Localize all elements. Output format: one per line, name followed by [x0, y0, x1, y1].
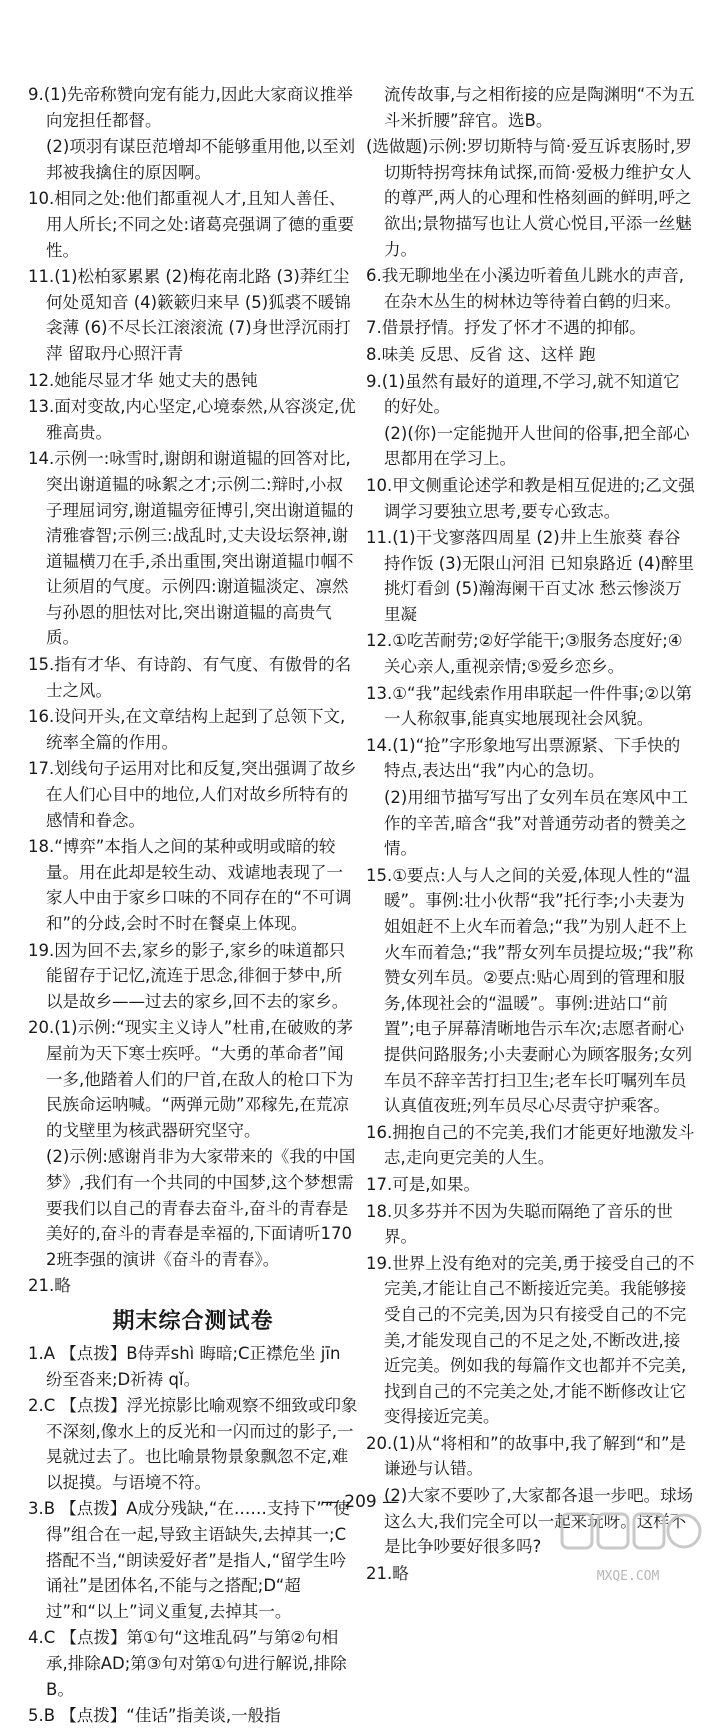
- answer-item: 11.(1)松柏冢累累 (2)梅花南北路 (3)莽红尘何处觅知音 (4)簌簌归来早 (5)狐裘不暖锦衾薄 (6)不尽长江滚滚流 (7)身世浮沉雨打萍 留取丹心照汗青: [28, 267, 351, 363]
- answer-item: 14.示例一:咏雪时,谢朗和谢道韫的回答对比,突出谢道韫的咏絮之才;示例二:辩时,小叔子理屈词穷,谢道韫旁征博引,突出谢道韫的清雅睿智;示例三:战乱时,丈夫设坛祭神,谢道韫横刀在手,杀出重围,突出谢道韫巾帼不让须眉的气度。示例四:谢道韫淡定、凛然与孙恩的胆怯对比,突出谢道韫的高贵气质。: [28, 449, 354, 648]
- right-column: [366, 82, 696, 1587]
- answer-item: 20.(1)示例:“现实主义诗人”杜甫,在破败的茅屋前为天下寒士疾呼。“大勇的革命者”闻一多,他踏着人们的尸首,在敌人的枪口下为民族命运呐喊。“两弹元勋”邓稼先,在荒凉的戈壁里为核武器研究坚守。: [28, 1018, 354, 1140]
- section-title: 期末综合测试卷: [112, 1308, 274, 1334]
- answer-item: 9.(1)先帝称赞向宠有能力,因此大家商议推举向宠担任都督。: [28, 85, 353, 130]
- answer-item: 15.①要点:人与人之间的关爱,体现人性的“温暖”。事例:壮小伙帮“我”托行李;小夫妻为姐姐赶不上火车而着急;“我”为别人赶不上火车而着急;“我”帮女列车员提垃圾;“我”称赞女列车员。②要点:贴心周到的管理和服务,体现社会的“温暖”。事例:进站口“前置”;电子屏幕清晰地告示车次;志愿者耐心提供问路服务;小夫妻耐心为顾客服务;女列车员不辞辛苦打扫卫生;老车长叮嘱列车员认真值夜班;列车员尽心尽责守护乘客。: [366, 865, 694, 1116]
- answer-item: 16.拥抱自己的不完美,我们才能更好地激发斗志,走向更完美的人生。: [366, 1122, 695, 1168]
- watermark-text: MXQE.COM: [596, 1569, 660, 1584]
- answer-item: 10.相同之处:他们都重视人才,且知人善任、用人所长;不同之处:诸葛亮强调了德的重要性。: [28, 189, 355, 260]
- answer-item: 5.B 【点拨】“佳话”指美谈,一般指: [28, 1706, 281, 1726]
- left-answer-list: [28, 82, 358, 1299]
- answer-item: 19.世界上没有绝对的完美,勇于接受自己的不完美,才能让自己不断接近完美。我能够接受自己的不完美,因为只有接受自己的不完美,才能发现自己的不足之处,不断改进,接近完美。例如我的每篇作文也都并不完美,找到自己的不完美之处,才能不断修改让它变得接近完美。: [366, 1253, 695, 1427]
- answer-item: 6.我无聊地坐在小溪边听着鱼儿跳水的声音,在杂木丛生的树林边等待着白鹤的归来。: [366, 266, 684, 311]
- answer-item: 12.她能尽显才华 她丈夫的愚钝: [28, 370, 258, 390]
- answer-item: 3.B 【点拨】A成分残缺,“在……支持下”“使得”组合在一起,导致主语缺失,去掉其一;C搭配不当,“朗读爱好者”是指人,“留学生吟诵社”是团体名,不能与之搭配;D“超过”和“以上”词义重复,去掉其一。: [28, 1499, 350, 1621]
- answer-sub-item: (2)大家不要吵了,大家都各退一步吧。球场这么大,我们完全可以一起来玩呀。这样不是比争吵要好很多吗?: [384, 1486, 694, 1557]
- answer-sub-item: (2)用细节描写写出了女列车员在寒风中工作的辛苦,暗含“我”对普通劳动者的赞美之情。: [384, 788, 688, 859]
- answer-item: 13.面对变故,内心坚定,心境泰然,从容淡定,优雅高贵。: [28, 397, 356, 442]
- answer-item: 8.味美 反思、反省 这、这样 跑: [366, 344, 596, 364]
- answer-item: 9.(1)虽然有最好的道理,不学习,就不知道它的好处。: [366, 371, 680, 417]
- answer-item: 20.(1)从“将相和”的故事中,我了解到“和”是谦逊与认错。: [366, 1433, 687, 1479]
- answer-item: 2.C 【点拨】浮光掠影比喻观察不细致或印象不深刻,像水上的反光和一闪而过的影子,一晃就过去了。也比喻景物景象飘忽不定,难以捉摸。与语境不符。: [28, 1396, 358, 1492]
- answer-item: 12.①吃苦耐劳;②好学能干;③服务态度好;④关心亲人,重视亲情;⑤爱乡恋乡。: [366, 631, 683, 677]
- answer-item: 4.C 【点拨】第①句“这堆乱码”与第②句相承,排除AD;第③句对第①句进行解说,排除B。: [28, 1628, 347, 1699]
- answer-item: 21.略: [366, 1563, 409, 1583]
- page-number: — 209 —: [321, 1492, 400, 1512]
- right-answer-list: [366, 82, 696, 1586]
- answer-item: (选做题)示例:罗切斯特与简·爱互诉衷肠时,罗切斯特拐弯抹角试探,而简·爱极力维护女人的尊严,两人的心理和性格刻画的鲜明,呼之欲出;景物描写也让人赏心悦目,平添一丝魅力。: [366, 137, 692, 259]
- answer-item: 13.①“我”起线索作用串联起一件件事;②以第一人称叙事,能真实地展现社会风貌。: [366, 683, 692, 729]
- answer-sub-item: (2)项羽有谋臣范增却不能够重用他,以至刘邦被我擒住的原因啊。: [46, 137, 356, 182]
- answer-item: 18.“博弈”本指人之间的某种或明或暗的较量。用在此却是较生动、戏谑地表现了一家人中由于家乡口味的不同存在的“不可调和”的分歧,会时不时在餐桌上体现。: [28, 837, 352, 933]
- final-test-answer-list: [28, 1341, 358, 1729]
- answer-item: 1.A 【点拨】B侍弄shì 晦暗;C正襟危坐 jīn 纷至沓来;D祈祷 qǐ。: [28, 1343, 341, 1389]
- answer-item: 15.指有才华、有诗韵、有气度、有傲骨的名士之风。: [28, 655, 352, 700]
- left-column: [28, 82, 358, 1730]
- answer-item: 18.贝多芬并不因为失聪而隔绝了音乐的世界。: [366, 1201, 673, 1247]
- answer-item: 21.略: [28, 1276, 71, 1296]
- answer-item: 11.(1)干戈寥落四周星 (2)井上生旅葵 舂谷持作饭 (3)无限山河泪 已知泉路近 (4)醉里挑灯看剑 (5)瀚海阑干百丈冰 愁云惨淡万里凝: [366, 528, 694, 624]
- answer-item: 17.划线句子运用对比和反复,突出强调了故乡在人们心目中的地位,人们对故乡所特有的感情和眷念。: [28, 759, 357, 830]
- answer-item: 7.借景抒情。抒发了怀才不遇的抑郁。: [366, 318, 646, 338]
- answer-item: 流传故事,与之相衔接的应是陶渊明“不为五斗米折腰”辞官。选B。: [384, 85, 695, 130]
- answer-item: 17.可是,如果。: [366, 1174, 480, 1194]
- answer-item: 14.(1)“抢”字形象地写出票源紧、下手快的特点,表达出“我”内心的急切。: [366, 735, 681, 781]
- answer-sub-item: (2)(你)一定能抛开人世间的俗事,把全部心思都用在学习上。: [384, 423, 690, 469]
- answer-item: 16.设问开头,在文章结构上起到了总领下文,统率全篇的作用。: [28, 707, 346, 752]
- answer-item: 10.甲文侧重论述学和教是相互促进的;乙文强调学习要独立思考,要专心致志。: [366, 475, 695, 521]
- answer-sub-item: (2)示例:感谢肖非为大家带来的《我的中国梦》,我们有一个共同的中国梦,这个梦想需要我们以自己的青春去奋斗,奋斗的青春是美好的,奋斗的青春是幸福的,下面请听1702班李强的演讲《奋斗的青春》。: [46, 1147, 356, 1269]
- answer-item: 19.因为回不去,家乡的影子,家乡的味道都只能留存于记忆,流连于思念,徘徊于梦中,所以是故乡——过去的家乡,回不去的家乡。: [28, 940, 349, 1011]
- watermark-logo-icon: [556, 1508, 706, 1594]
